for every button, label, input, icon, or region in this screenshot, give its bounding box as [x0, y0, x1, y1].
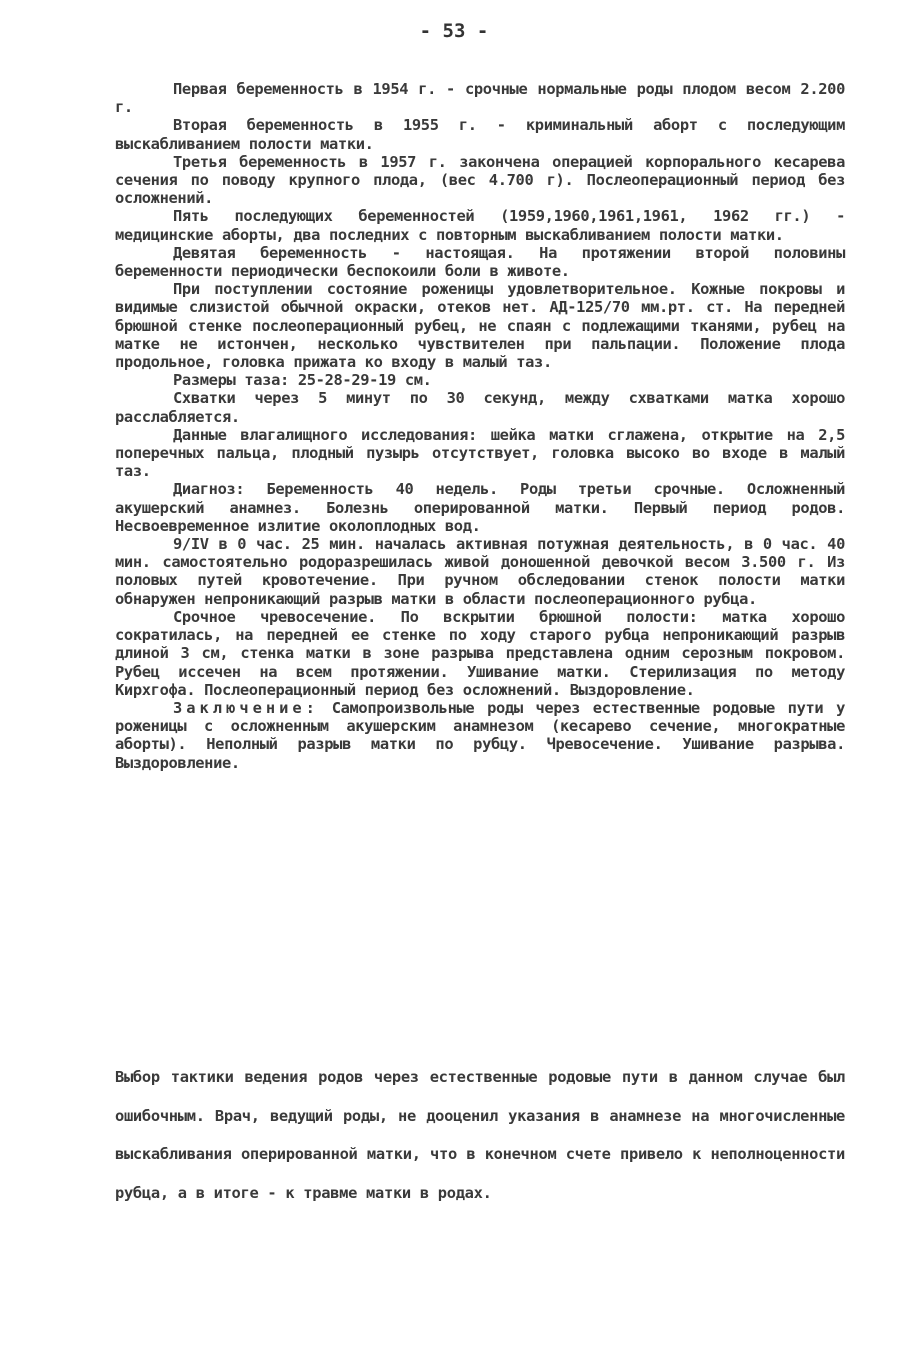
case-paragraph: Третья беременность в 1957 г. закончена операцией корпорального кесарева сечения по поводу крупного плода, (вес 4.700 г). Послеоперационный период без осложнений.	[115, 152, 845, 208]
author-commentary	[115, 1058, 845, 1212]
case-paragraph: Схватки через 5 минут по 30 секунд, между схватками матка хорошо расслабляется.	[115, 389, 845, 426]
commentary-paragraph: Выбор тактики ведения родов через естественные родовые пути в данном случае был ошибочным. Врач, ведущий роды, не дооценил указания в анамнезе на многочисленные выскабливания оперированной матки, что в конечном счете привело к неполноценности рубца, а в итоге - к травме матки в родах.	[115, 1068, 845, 1202]
case-paragraph: Пять последующих беременностей (1959,1960,1961,1961, 1962 гг.) - медицинские аборты, два последних с повторным выскабливанием полости матки.	[115, 207, 845, 244]
case-paragraph: Первая беременность в 1954 г. - срочные нормальные роды плодом весом 2.200 г.	[115, 80, 845, 117]
page-number: - 53 -	[419, 20, 489, 42]
case-paragraph: При поступлении состояние роженицы удовлетворительное. Кожные покровы и видимые слизистой обычной окраски, отеков нет. АД-125/70 мм.рт. ст. На передней брюшной стенке послеоперационный рубец, не спаян с подлежащими тканями, рубец на матке не истончен, несколько чувствителен при пальпации. Положение плода продольное, головка прижата ко входу в малый таз.	[115, 280, 845, 372]
conclusion-label: Заключение:	[173, 698, 319, 717]
case-paragraph: Данные влагалищного исследования: шейка матки сглажена, открытие на 2,5 поперечных пальца, плодный пузырь отсутствует, головка высоко во входе в малый таз.	[115, 425, 845, 481]
case-paragraph: Девятая беременность - настоящая. На протяжении второй половины беременности периодически беспокоили боли в животе.	[115, 243, 845, 281]
case-paragraph: 9/IV в 0 час. 25 мин. началась активная потужная деятельность, в 0 час. 40 мин. самостоятельно родоразрешилась живой доношенной девочкой весом 3.500 г. Из половых путей кровотечение. При ручном обследовании стенок полости матки обнаружен непроникающий разрыв матки в области послеоперационного рубца.	[115, 535, 845, 608]
conclusion-text: Самопроизвольные роды через естественные родовые пути у роженицы с осложненным акушерским анамнезом (кесарево сечение, многократные аборты). Неполный разрыв матки по рубцу. Чревосечение. Ушивание разрыва. Выздоровление.	[115, 698, 845, 772]
case-paragraph: Вторая беременность в 1955 г. - криминальный аборт с последующим выскабливанием полости матки.	[115, 116, 845, 153]
case-history	[115, 80, 845, 772]
case-paragraph: Размеры таза: 25-28-29-19 см.	[173, 371, 432, 390]
case-paragraph: Диагноз: Беременность 40 недель. Роды третьи срочные. Осложненный акушерский анамнез. Болезнь оперированной матки. Первый период родов. Несвоевременное излитие околоплодных вод.	[115, 480, 845, 535]
case-paragraph: Срочное чревосечение. По вскрытии брюшной полости: матка хорошо сократилась, на передней ее стенке по ходу старого рубца непроникающий разрыв длиной 3 см, стенка матки в зоне разрыва представлена одним серозным покровом. Рубец иссечен на всем протяжении. Ушивание матки. Стерилизация по методу Кирхгофа. Послеоперационный период без осложнений. Выздоровление.	[115, 607, 845, 699]
case-conclusion-paragraph	[115, 699, 845, 772]
